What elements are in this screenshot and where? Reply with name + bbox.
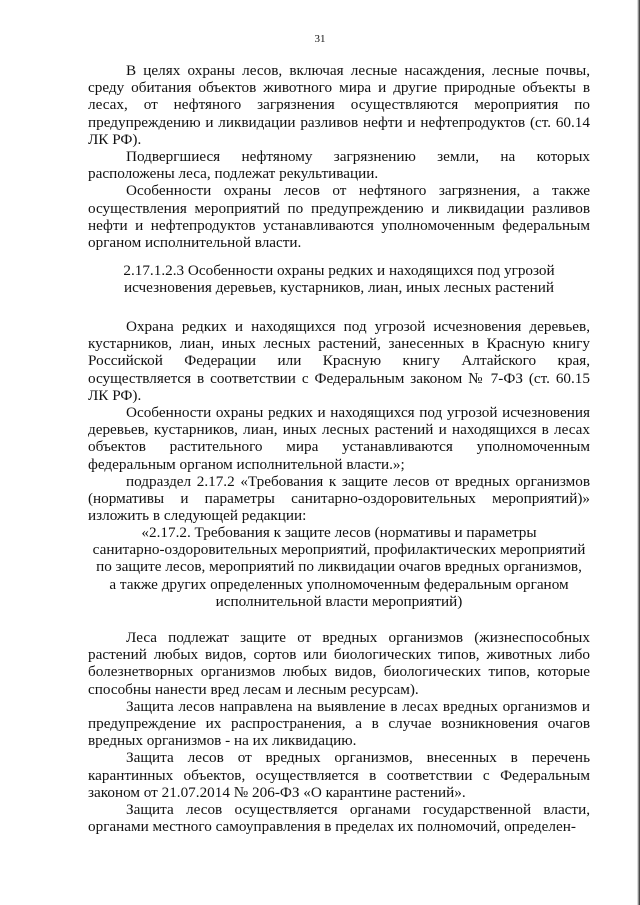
paragraph: Леса подлежат защите от вредных организмов (жизнеспособных растений любых видов, сортов или биологических типов, животных либо болезнетворных организмов любых видов, биологических типов, которые способны нанести вред лесам и лесным ресурсам).	[88, 629, 590, 698]
paragraph: Охрана редких и находящихся под угрозой исчезновения деревьев, кустарников, лиан, иных лесных растений, занесенных в Красную книгу Российской Федерации или Красную книгу Алтайского края, осуществляется в соответствии с Федеральным законом № 7-ФЗ (ст. 60.15 ЛК РФ).	[88, 318, 590, 404]
section-heading-line: исчезновения деревьев, кустарников, лиан, иных лесных растений	[123, 279, 554, 297]
forest-oil-protection-block	[88, 62, 590, 251]
section-heading	[88, 262, 590, 296]
paragraph: Подвергшиеся нефтяному загрязнению земли, на которых расположены леса, подлежат рекультивации.	[88, 148, 590, 183]
paragraph: Защита лесов от вредных организмов, внесенных в перечень карантинных объектов, осуществляется в соответствии с Федеральным законом от 21.07.2014 № 206-ФЗ «О карантине растений».	[88, 749, 590, 801]
subsection-title-line: по защите лесов, мероприятий по ликвидации очагов вредных организмов,	[96, 558, 582, 576]
subsection-title-line: а также других определенных уполномоченным федеральным органом	[109, 575, 569, 593]
subsection-title-line: санитарно-оздоровительных мероприятий, профилактических мероприятий	[92, 541, 586, 559]
subsection-title	[88, 524, 590, 610]
subsection-title-line: «2.17.2. Требования к защите лесов (нормативы и параметры	[141, 524, 537, 541]
section-heading-line: 2.17.1.2.3 Особенности охраны редких и находящихся под угрозой	[123, 262, 555, 279]
rare-plants-protection-block	[88, 318, 590, 524]
page-number: 31	[314, 33, 326, 45]
paragraph: В целях охраны лесов, включая лесные насаждения, лесные почвы, среду обитания объектов животного мира и другие природные объекты в лесах, от нефтяного загрязнения осуществляются мероприятия по предупреждению и ликвидации разливов нефти и нефтепродуктов (ст. 60.14 ЛК РФ).	[88, 62, 590, 148]
paragraph: Защита лесов осуществляется органами государственной власти, органами местного самоуправления в пределах их полномочий, определен-	[88, 801, 590, 836]
paragraph: Защита лесов направлена на выявление в лесах вредных организмов и предупреждение их распространения, а в случае возникновения очагов вредных организмов - на их ликвидацию.	[88, 697, 590, 750]
paragraph: Особенности охраны редких и находящихся под угрозой исчезновения деревьев, кустарников, лиан, иных лесных растений и находящихся в лесах объектов растительного мира устанавливаются уполномоченным федеральным органом исполнительной власти.»;	[88, 404, 590, 473]
pest-protection-block	[88, 629, 590, 835]
paragraph: Особенности охраны лесов от нефтяного загрязнения, а также осуществления мероприятий по предупреждению и ликвидации разливов нефти и нефтепродуктов устанавливаются уполномоченным федеральным органом исполнительной власти.	[88, 182, 590, 252]
paragraph: подраздел 2.17.2 «Требования к защите лесов от вредных организмов (нормативы и параметры санитарно-оздоровительных мероприятий)» изложить в следующей редакции:	[88, 472, 590, 525]
subsection-title-line: исполнительной власти мероприятий)	[215, 592, 463, 610]
